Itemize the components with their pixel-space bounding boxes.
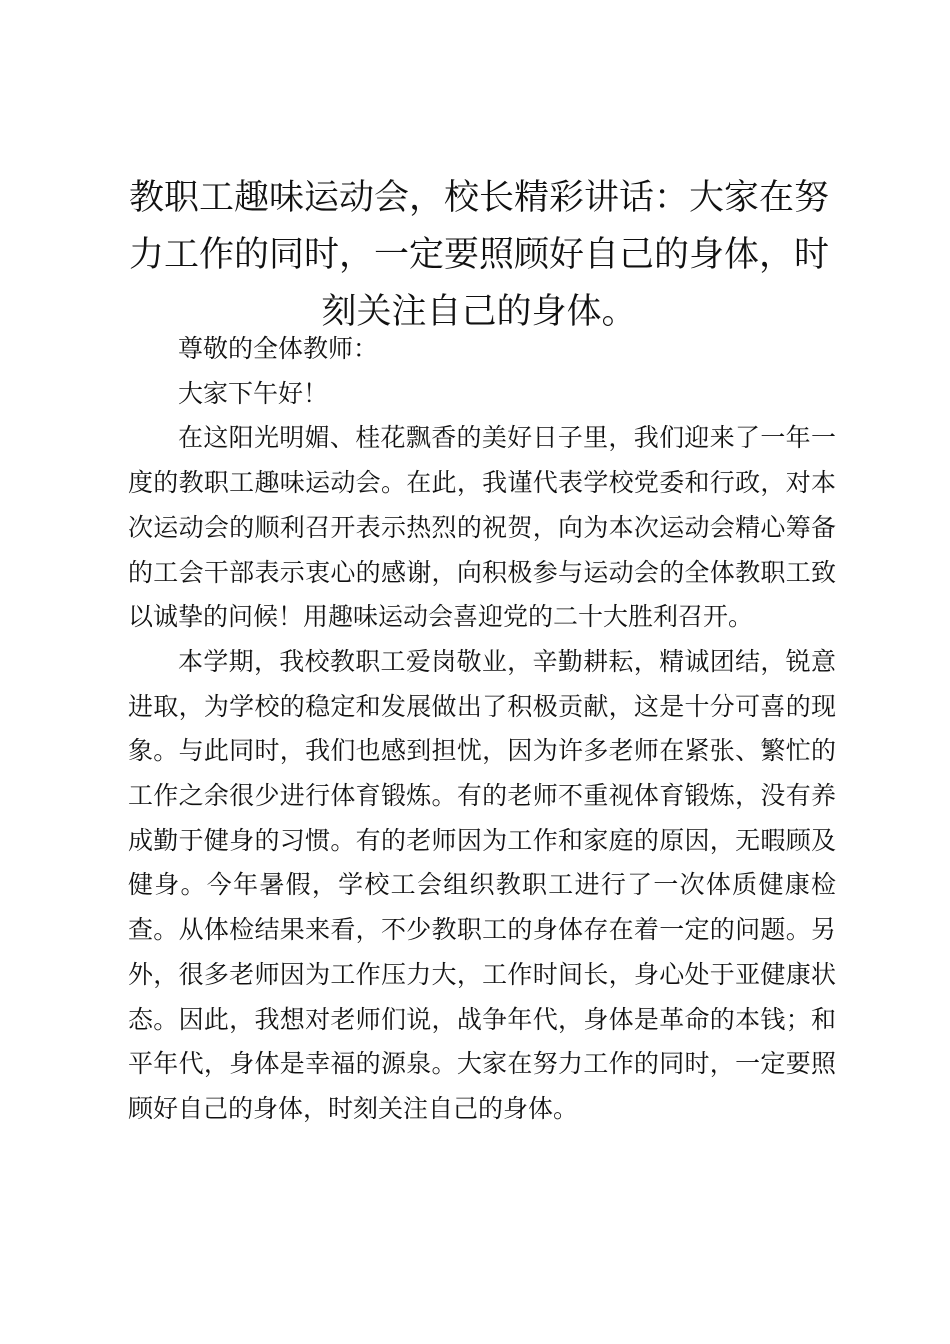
paragraph-health: 本学期，我校教职工爱岗敬业，辛勤耕耘，精诚团结，锐意进取，为学校的稳定和发展做出了积极贡献，这是十分可喜的现象。与此同时，我们也感到担忧，因为许多老师在紧张、繁忙的工作之余很少进行体育锻炼。有的老师不重视体育锻炼，没有养成勤于健身的习惯。有的老师因为工作和家庭的原因，无暇顾及健身。今年暑假，学校工会组织教职工进行了一次体质健康检查。从体检结果来看，不少教职工的身体存在着一定的问题。另外，很多老师因为工作压力大，工作时间长，身心处于亚健康状态。因此，我想对老师们说，战争年代，身体是革命的本钱；和平年代，身体是幸福的源泉。大家在努力工作的同时，一定要照顾好自己的身体，时刻关注自己的身体。 [128,646,836,1123]
document-body [128,327,836,1132]
document-title: 教职工趣味运动会，校长精彩讲话：大家在努力工作的同时，一定要照顾好自己的身体，时刻关注自己的身体。 [128,178,829,332]
salutation: 尊敬的全体教师： [178,334,379,363]
greeting: 大家下午好！ [178,378,329,408]
paragraph-opening: 在这阳光明媚、桂花飘香的美好日子里，我们迎来了一年一度的教职工趣味运动会。在此，我谨代表学校党委和行政，对本次运动会的顺利召开表示热烈的祝贺，向为本次运动会精心筹备的工会干部表示衷心的感谢，向积极参与运动会的全体教职工致以诚挚的问候！用趣味运动会喜迎党的二十大胜利召开。 [128,423,836,632]
